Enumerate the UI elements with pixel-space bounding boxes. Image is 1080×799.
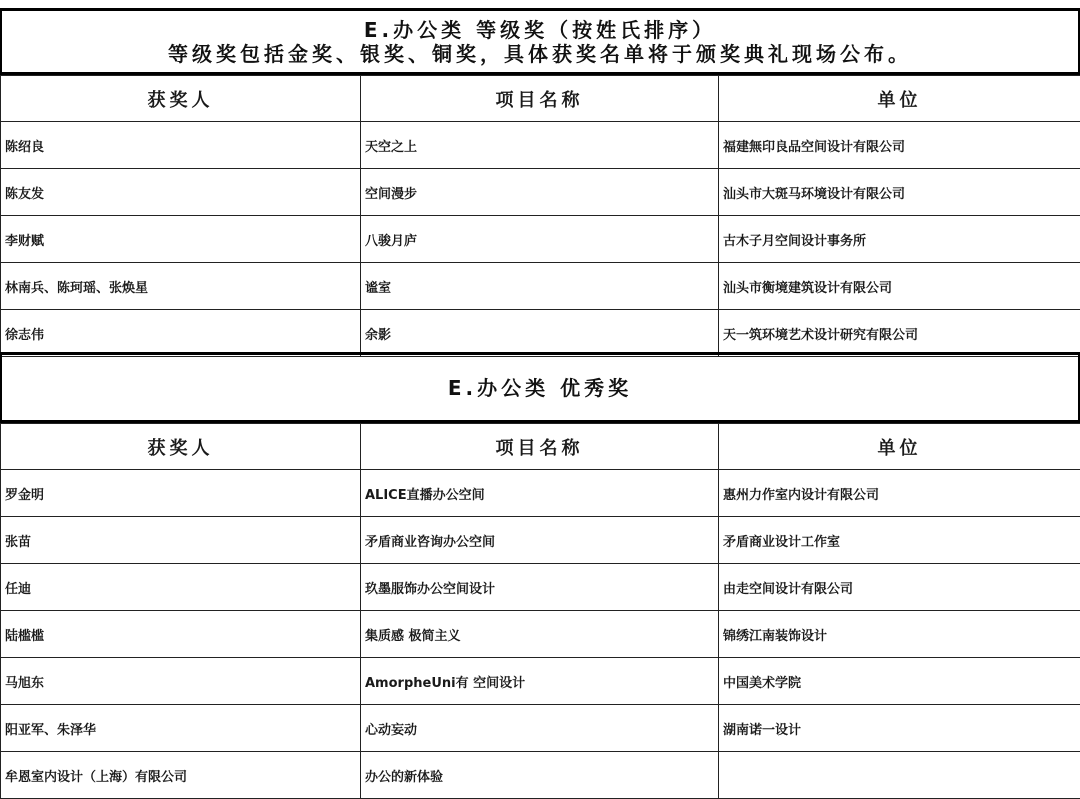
table-row	[1, 470, 1080, 517]
company-cell: 汕头市大斑马环境设计有限公司	[719, 169, 1080, 216]
winner-cell: 陆槛槛	[1, 611, 361, 658]
company-cell: 古木子月空间设计事务所	[719, 216, 1080, 263]
company-cell: 惠州力作室内设计有限公司	[719, 470, 1080, 517]
project-cell: 心动妄动	[361, 705, 719, 752]
section2-title: E.办公类 优秀奖	[447, 375, 633, 400]
winner-cell: 李财赋	[1, 216, 361, 263]
company-cell: 湖南诺一设计	[719, 705, 1080, 752]
project-cell: 玖墨服饰办公空间设计	[361, 564, 719, 611]
table-row	[1, 310, 1080, 357]
winner-cell: 阳亚军、朱泽华	[1, 705, 361, 752]
winner-cell: 陈绍良	[1, 122, 361, 169]
company-cell: 中国美术学院	[719, 658, 1080, 705]
section1-title: E.办公类 等级奖（按姓氏排序）	[363, 17, 717, 42]
header-project: 项目名称	[361, 424, 719, 470]
table-header-row	[1, 76, 1080, 122]
table-row	[1, 517, 1080, 564]
winner-cell: 林南兵、陈珂瑶、张焕星	[1, 263, 361, 310]
header-project: 项目名称	[361, 76, 719, 122]
table-row	[1, 658, 1080, 705]
company-cell: 由走空间设计有限公司	[719, 564, 1080, 611]
table-row	[1, 705, 1080, 752]
section2-banner	[0, 355, 1080, 420]
section1-banner	[0, 11, 1080, 72]
company-cell: 福建無印良品空间设计有限公司	[719, 122, 1080, 169]
winner-cell: 任迪	[1, 564, 361, 611]
section1-table	[0, 75, 1080, 357]
project-cell: 天空之上	[361, 122, 719, 169]
company-cell: 天一筑环境艺术设计研究有限公司	[719, 310, 1080, 357]
winner-cell: 罗金明	[1, 470, 361, 517]
table-row	[1, 122, 1080, 169]
winner-cell: 陈友发	[1, 169, 361, 216]
table-row	[1, 564, 1080, 611]
header-company: 单位	[719, 424, 1080, 470]
header-winner: 获奖人	[1, 424, 361, 470]
company-cell	[719, 752, 1080, 799]
company-cell: 汕头市衡境建筑设计有限公司	[719, 263, 1080, 310]
header-company: 单位	[719, 76, 1080, 122]
table-row	[1, 216, 1080, 263]
table-row	[1, 752, 1080, 799]
winner-cell: 张苗	[1, 517, 361, 564]
section1-subtitle: 等级奖包括金奖、银奖、铜奖，具体获奖名单将于颁奖典礼现场公布。	[168, 41, 912, 66]
project-cell: 集质感 极简主义	[361, 611, 719, 658]
company-cell: 矛盾商业设计工作室	[719, 517, 1080, 564]
company-cell: 锦绣江南装饰设计	[719, 611, 1080, 658]
project-cell: AmorpheUni有 空间设计	[361, 658, 719, 705]
project-cell: 空间漫步	[361, 169, 719, 216]
winner-cell: 马旭东	[1, 658, 361, 705]
project-cell: 余影	[361, 310, 719, 357]
winner-cell: 徐志伟	[1, 310, 361, 357]
project-cell: 八骏月庐	[361, 216, 719, 263]
table-row	[1, 263, 1080, 310]
section2-table	[0, 423, 1080, 799]
project-cell: ALICE直播办公空间	[361, 470, 719, 517]
table-header-row	[1, 424, 1080, 470]
project-cell: 办公的新体验	[361, 752, 719, 799]
winner-cell: 牟恩室内设计（上海）有限公司	[1, 752, 361, 799]
project-cell: 谧室	[361, 263, 719, 310]
table-row	[1, 169, 1080, 216]
table-row	[1, 611, 1080, 658]
project-cell: 矛盾商业咨询办公空间	[361, 517, 719, 564]
header-winner: 获奖人	[1, 76, 361, 122]
